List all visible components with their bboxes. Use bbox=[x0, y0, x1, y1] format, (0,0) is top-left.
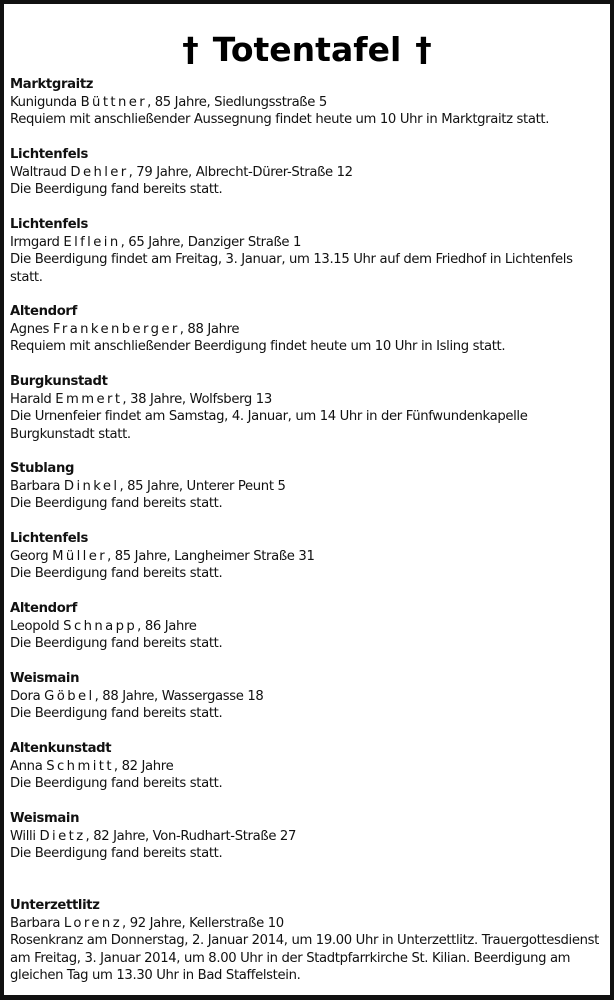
entry-place: Altendorf bbox=[10, 601, 77, 616]
entry-info: Die Beerdigung fand bereits statt. bbox=[10, 182, 223, 198]
surname: Schnapp bbox=[63, 618, 138, 634]
entry-person bbox=[10, 915, 604, 933]
first-name: Agnes bbox=[10, 321, 49, 337]
person-details: , 92 Jahre, Kellerstraße 10 bbox=[122, 915, 284, 931]
person-details: , 65 Jahre, Danziger Straße 1 bbox=[120, 234, 302, 250]
entry-info: Die Beerdigung fand bereits statt. bbox=[10, 846, 223, 862]
first-name: Dora bbox=[10, 688, 41, 704]
surname: Dinkel bbox=[63, 478, 120, 494]
entry-info: Die Beerdigung fand bereits statt. bbox=[10, 776, 223, 792]
entry-info: Die Urnenfeier findet am Samstag, 4. Januar, um 14 Uhr in der Fünfwundenkapelle Burgkunstadt statt. bbox=[10, 409, 528, 442]
entry-person bbox=[10, 478, 604, 496]
first-name: Anna bbox=[10, 758, 43, 774]
obituary-entry bbox=[10, 810, 604, 863]
obituary-entry bbox=[10, 373, 604, 443]
entry-info: Die Beerdigung findet am Freitag, 3. Januar, um 13.15 Uhr auf dem Friedhof in Lichtenfels statt. bbox=[10, 252, 573, 285]
obituary-entry bbox=[10, 303, 604, 356]
person-details: , 38 Jahre, Wolfsberg 13 bbox=[122, 391, 272, 407]
obituary-entry bbox=[10, 740, 604, 793]
title-text: Totentafel bbox=[212, 30, 402, 69]
person-details: , 86 Jahre bbox=[137, 618, 197, 634]
first-name: Irmgard bbox=[10, 234, 60, 250]
person-details: , 88 Jahre bbox=[179, 321, 240, 337]
entry-place: Lichtenfels bbox=[10, 217, 88, 232]
entry-place: Altendorf bbox=[10, 304, 77, 319]
surname: Frankenberger bbox=[52, 321, 180, 337]
entry-person bbox=[10, 758, 604, 776]
entry-place: Stublang bbox=[10, 461, 75, 476]
entry-person bbox=[10, 94, 604, 112]
obituary-entry bbox=[10, 146, 604, 199]
entry-place: Burgkunstadt bbox=[10, 374, 108, 389]
obituary-entry bbox=[10, 670, 604, 723]
entry-place: Altenkunstadt bbox=[10, 741, 112, 756]
entry-person bbox=[10, 164, 604, 182]
person-details: , 79 Jahre, Albrecht-Dürer-Straße 12 bbox=[128, 164, 353, 180]
surname: Müller bbox=[52, 548, 108, 564]
entry-place: Marktgraitz bbox=[10, 77, 94, 92]
person-details: , 85 Jahre, Siedlungsstraße 5 bbox=[147, 94, 327, 110]
entry-info: Die Beerdigung fand bereits statt. bbox=[10, 706, 223, 722]
entry-person bbox=[10, 234, 604, 252]
entry-info: Die Beerdigung fand bereits statt. bbox=[10, 566, 223, 582]
entry-person bbox=[10, 688, 604, 706]
entry-person bbox=[10, 548, 604, 566]
obituary-entry bbox=[10, 530, 604, 583]
surname: Schmitt bbox=[46, 758, 114, 774]
person-details: , 88 Jahre, Wassergasse 18 bbox=[94, 688, 264, 704]
surname: Dietz bbox=[39, 828, 86, 844]
surname: Göbel bbox=[44, 688, 95, 704]
first-name: Barbara bbox=[10, 915, 61, 931]
entry-info: Die Beerdigung fand bereits statt. bbox=[10, 496, 223, 512]
surname: Büttner bbox=[80, 94, 148, 110]
first-name: Kunigunda bbox=[10, 94, 77, 110]
entry-info: Die Beerdigung fand bereits statt. bbox=[10, 636, 223, 652]
page-title bbox=[4, 28, 610, 72]
surname: Lorenz bbox=[63, 915, 123, 931]
surname: Emmert bbox=[55, 391, 123, 407]
first-name: Barbara bbox=[10, 478, 61, 494]
obituary-entry bbox=[10, 76, 604, 129]
first-name: Willi bbox=[10, 828, 36, 844]
entry-person bbox=[10, 618, 604, 636]
entry-place: Weismain bbox=[10, 811, 80, 826]
entry-place: Lichtenfels bbox=[10, 531, 88, 546]
obituary-entry bbox=[10, 216, 604, 286]
entry-info: Requiem mit anschließender Beerdigung findet heute um 10 Uhr in Isling statt. bbox=[10, 339, 506, 355]
obituary-entry bbox=[10, 600, 604, 653]
entry-place: Weismain bbox=[10, 671, 80, 686]
person-details: , 85 Jahre, Unterer Peunt 5 bbox=[119, 478, 286, 494]
entry-place: Unterzettlitz bbox=[10, 898, 100, 913]
obituary-entry bbox=[10, 460, 604, 513]
surname: Dehler bbox=[70, 164, 129, 180]
person-details: , 82 Jahre, Von-Rudhart-Straße 27 bbox=[85, 828, 297, 844]
entry-info: Requiem mit anschließender Aussegnung findet heute um 10 Uhr in Marktgraitz statt. bbox=[10, 112, 550, 128]
first-name: Harald bbox=[10, 391, 52, 407]
first-name: Georg bbox=[10, 548, 49, 564]
person-details: , 85 Jahre, Langheimer Straße 31 bbox=[107, 548, 315, 564]
obituary-entry bbox=[10, 897, 604, 985]
entry-person bbox=[10, 321, 604, 339]
cross-icon: † bbox=[415, 30, 432, 69]
entry-info: Rosenkranz am Donnerstag, 2. Januar 2014, um 19.00 Uhr in Unterzettlitz. Trauergottesdienst am Freitag, 3. Januar 2014, um 8.00 Uhr in der Stadtpfarrkirche St. Kilian. Beerdigung am gleichen Tag um 13.30 Uhr in Bad Staffelstein. bbox=[10, 933, 599, 984]
first-name: Waltraud bbox=[10, 164, 67, 180]
entry-person bbox=[10, 391, 604, 409]
entry-place: Lichtenfels bbox=[10, 147, 88, 162]
cross-icon: † bbox=[182, 30, 199, 69]
entry-person bbox=[10, 828, 604, 846]
surname: Elflein bbox=[63, 234, 121, 250]
person-details: , 82 Jahre bbox=[113, 758, 174, 774]
first-name: Leopold bbox=[10, 618, 60, 634]
